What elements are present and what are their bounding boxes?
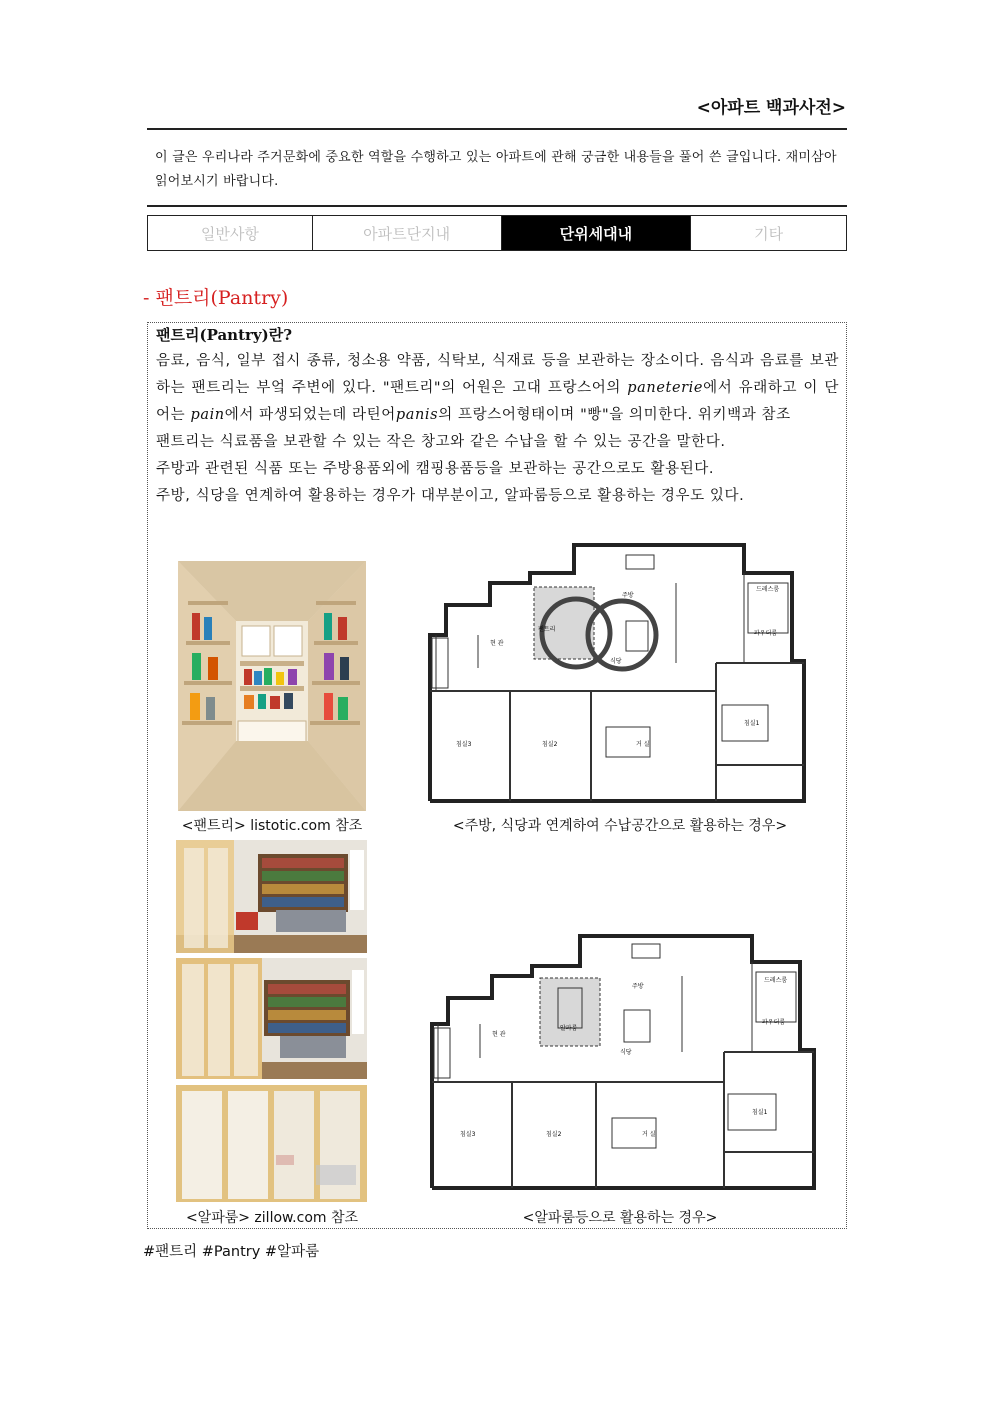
plan1-bed1-label: 침실1 xyxy=(744,720,760,727)
plan2-entry-label: 현 관 xyxy=(492,1031,506,1038)
plan2-dress-label: 드레스룸 xyxy=(764,977,788,984)
tab-complex[interactable]: 아파트단지내 xyxy=(313,216,502,250)
pantry-photo xyxy=(178,561,366,811)
document-title: <아파트 백과사전> xyxy=(696,98,846,118)
definition-line-4: 주방, 식당을 연계하여 활용하는 경우가 대부분이고, 알파룸등으로 활용하는 경우도 있다. xyxy=(156,488,745,504)
pantry-photo-caption: <팬트리> listotic.com 참조 xyxy=(181,818,363,834)
plan2-bed3-label: 침실3 xyxy=(460,1131,476,1138)
section-title: - 팬트리(Pantry) xyxy=(143,287,289,309)
top-divider xyxy=(147,128,847,130)
hashtags: #팬트리 #Pantry #알파룸 xyxy=(143,1244,320,1260)
definition-line-2: 팬트리는 식료품을 보관할 수 있는 작은 창고와 같은 수납을 할 수 있는 공간을 말한다. xyxy=(156,434,726,450)
tab-etc[interactable]: 기타 xyxy=(754,224,784,243)
intro-text: 이 글은 우리나라 주거문화에 중요한 역할을 수행하고 있는 아파트에 관해 궁금한 내용들을 풀어 쓴 글입니다. 재미삼아 읽어보시기 바랍니다. xyxy=(155,150,837,189)
plan1-powder-label: 파우더룸 xyxy=(754,630,778,637)
plan1-bed3-label: 침실3 xyxy=(456,741,472,748)
definition-line-3: 주방과 관련된 식품 또는 주방용품외에 캠핑용품등을 보관하는 공간으로도 활용된다. xyxy=(156,461,715,477)
alpha-photo-caption: <알파룸> zillow.com 참조 xyxy=(185,1210,359,1226)
plan1-dining-label: 식당 xyxy=(610,658,622,665)
definition-body xyxy=(156,348,839,510)
alpha-room-photo-1 xyxy=(176,840,367,953)
definition-paragraph: 음료, 음식, 일부 접시 종류, 청소용 약품, 식탁보, 식재료 등을 보관하는 장소이다. 음식과 음료를 보관하는 팬트리는 부엌 주변에 있다. "팬트리"의 어원은 고대 프랑스어의 paneterie에서 유래하고 이 단어는 pain에서 파생되었는데 라틴어panis의 프랑스어형태이며 "빵"을 의미한다. 위키백과 참조 xyxy=(156,353,839,423)
plan1-entry-label: 현 관 xyxy=(490,640,504,647)
plan2-bed1-label: 침실1 xyxy=(752,1109,768,1116)
plan1-bed2-label: 침실2 xyxy=(542,741,558,748)
plan1-caption: <주방, 식당과 연계하여 수납공간으로 활용하는 경우> xyxy=(452,818,788,834)
intro-divider xyxy=(147,205,847,207)
alpha-room-photo-2 xyxy=(176,958,367,1079)
plan1-kitchen-label: 주방 xyxy=(622,592,634,599)
plan1-living-label: 거 실 xyxy=(636,741,650,748)
category-tabs xyxy=(147,215,847,251)
plan2-powder-label: 파우더룸 xyxy=(762,1019,786,1026)
tab-unit[interactable]: 단위세대내 xyxy=(502,216,692,250)
alpha-room-photo-3 xyxy=(176,1085,367,1202)
plan2-dining-label: 식당 xyxy=(620,1049,632,1056)
plan2-living-label: 거 실 xyxy=(642,1131,656,1138)
plan2-bed2-label: 침실2 xyxy=(546,1131,562,1138)
tab-general[interactable]: 일반사항 xyxy=(148,216,313,250)
plan2-kitchen-label: 주방 xyxy=(632,983,644,990)
plan1-dress-label: 드레스룸 xyxy=(756,586,780,593)
plan2-caption: <알파룸등으로 활용하는 경우> xyxy=(522,1210,718,1226)
definition-heading: 팬트리(Pantry)란? xyxy=(156,326,292,344)
floor-plan-alpha-room xyxy=(428,932,818,1192)
plan2-alpha-label: 알파룸 xyxy=(560,1025,578,1032)
floor-plan-kitchen-pantry xyxy=(426,543,808,805)
plan1-pantry-label: 팬트리 xyxy=(538,626,556,633)
